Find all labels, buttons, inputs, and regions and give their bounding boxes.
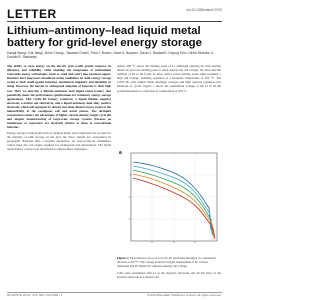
figure-1 <box>117 148 221 256</box>
right-column-lower <box>117 271 221 279</box>
author-list: Kangli Wang¹, Kai Jiang¹, Brice Chung¹, Takanari Ouchi¹, Paul J. Burke¹, Dane A. Boysen¹, David J. Bradwell¹, Hojong Kim¹, Ulrich Muecke¹ & Donald R. Sadoway¹ <box>7 51 214 60</box>
axis-ticks <box>129 175 195 243</box>
figure-caption <box>117 257 221 269</box>
article-title: Lithium–antimony–lead liquid metal battery for grid-level energy storage <box>7 25 202 50</box>
doi-label: doi:10.1038/nature13700 <box>186 8 222 12</box>
plot-grid <box>131 153 217 241</box>
section-tag: LETTER <box>7 7 57 21</box>
body-paragraph: almost 500 °C above the melting point of Li. Although alloying Sb with another metal can lower its melting point, it often reduces the cell voltage. We show that the addition of Pb to Sb forms an alloy with a lower melting point while retaining a high cell voltage, enabling operation at a moderate temperature of 450 °C. The Li||Sb–Pb cells exhibit stable discharge voltages and high capacity retention over hundreds of cycles. Figure 1 shows the equilibrium voltage of the Li in Sb–Pb system measured as a function of composition at 450 °C. <box>117 64 221 93</box>
footer-left: 00 MONTH 2014 | VOL 000 | NATURE | 1 <box>7 293 63 297</box>
curve <box>133 166 212 234</box>
curve <box>133 162 211 230</box>
footer-right: ©2014 Macmillan Publishers Limited. All rights reserved <box>146 293 221 297</box>
caption-label: Figure 1 | <box>117 256 130 260</box>
right-column <box>117 64 221 94</box>
caption-text: Electromotive force of Li in Sb–Pb electrodes measured by coulometric titration at 450 °C. The voltage plateau is largely independent of Pb content, indicating that Pb dilutes Sb without reducing cell voltage. <box>117 256 217 268</box>
left-column <box>7 64 111 152</box>
body-paragraph: Cells were assembled with Li as the negative electrode and Sb–Pb alloy as the positive electrode in a molten salt. <box>117 271 221 280</box>
curve <box>133 174 214 238</box>
curve <box>133 170 213 236</box>
body-paragraph: Energy storage technologies such as pumped hydro and compressed air account for the majority of bulk storage on the grid, but these options are constrained by geography. Batteries offer a flexible alternative, yet state-of-the-art chemistries cannot meet the cost targets required for widespread grid deployment. The liquid metal battery concept was developed to address these challenges. <box>7 130 111 151</box>
panel-label: a <box>119 150 122 156</box>
header-rule <box>7 21 222 22</box>
abstract: The ability to store energy on the electric grid would greatly improve its efficiency and reliability while enabling the integration of intermittent renewable energy technologies (such as wind and solar) into baseload supply. Batteries have long been considered strong candidates for bulk energy storage owing to their small spatial footprint, mechanical simplicity and flexibility in siting. However, the barrier to widespread adoption of batteries is their high cost. Here we describe a lithium–antimony–lead liquid metal battery that potentially meets the performance specifications for stationary energy storage applications. This Li||Sb–Pb battery comprises a liquid lithium negative electrode, a molten salt electrolyte, and a liquid antimony–lead alloy positive electrode, which self-segregate by density into three distinct layers owing to the immiscibility of the contiguous salt and metal phases. The all-liquid construction confers the advantages of higher current density, longer cycle life and simpler manufacturing of large-scale storage systems (because no membranes or separators are involved) relative to those of conventional batteries. <box>7 64 111 130</box>
page-footer <box>7 293 221 297</box>
